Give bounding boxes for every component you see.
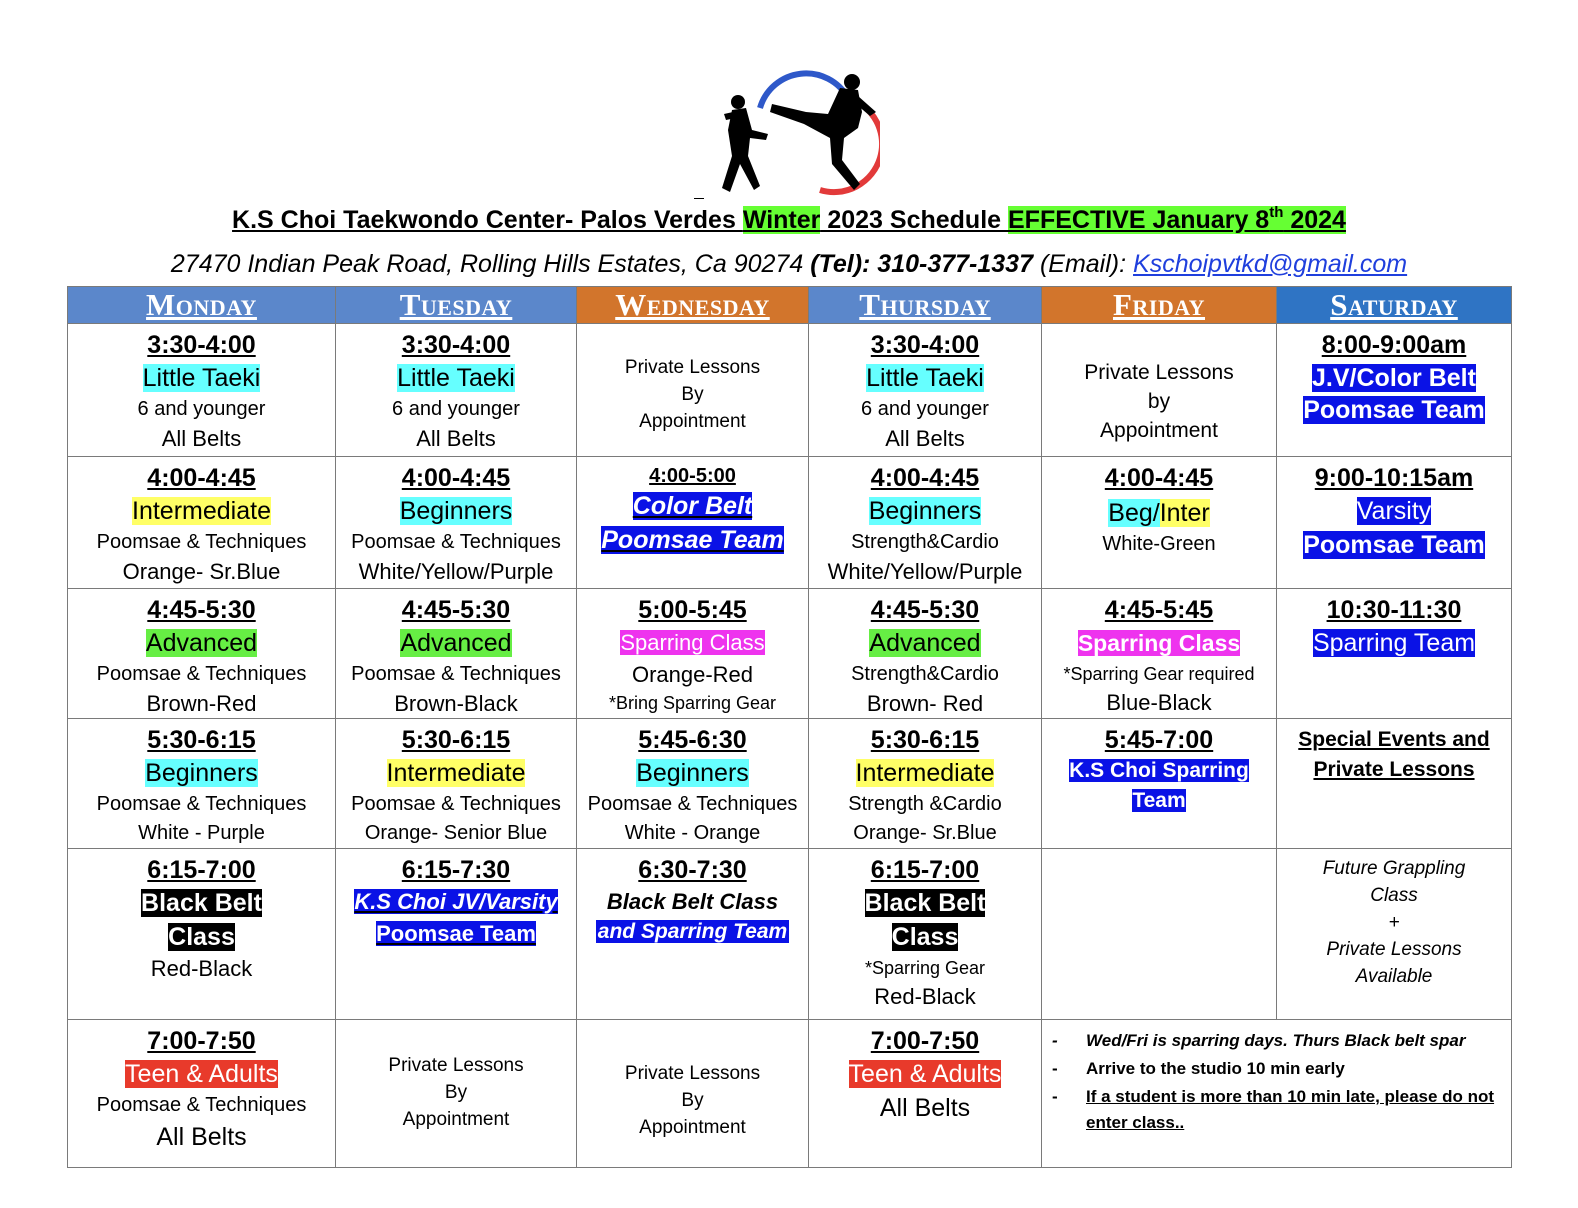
class-cell: [577, 589, 809, 719]
schedule-table: [67, 286, 1512, 1168]
class-level: Beginners: [636, 759, 749, 787]
private-lessons-cell: Private Lessons By Appointment: [577, 324, 809, 457]
belt-range: Orange- Sr.Blue: [853, 822, 997, 844]
notes-cell: [1042, 1020, 1512, 1168]
class-level: Teen & Adults: [125, 1060, 278, 1088]
class-cell: [577, 849, 809, 1020]
class-time: 8:00-9:00am: [1321, 331, 1467, 359]
class-level: Beginners: [868, 497, 982, 525]
list-item: - Wed/Fri is sparring days. Thurs Black belt spar: [1086, 1028, 1499, 1054]
belt-range: Brown- Red: [866, 691, 984, 716]
day-header-saturday: Saturday: [1277, 287, 1512, 324]
class-time: 6:15-7:00: [147, 856, 256, 884]
class-cell: [1277, 324, 1512, 457]
class-level: Beginners: [399, 497, 513, 525]
class-level: Little Taeki: [866, 364, 984, 392]
belt-range: All Belts: [885, 426, 965, 451]
contact-line: 27470 Indian Peak Road, Rolling Hills Estates, Ca 90274 (Tel): 310-377-1337 (Email): Kschoipvtkd@gmail.com: [170, 250, 1408, 278]
class-time: 5:45-6:30: [638, 726, 747, 754]
belt-range: White - Purple: [138, 822, 265, 844]
class-level: Intermediate: [386, 759, 526, 787]
class-time: 4:45-5:45: [1104, 596, 1214, 624]
class-time: 4:45-5:30: [870, 596, 980, 624]
team-label: Poomsae Team: [376, 921, 536, 946]
class-cell: [1277, 457, 1512, 589]
class-level: Class: [891, 923, 959, 951]
belt-range: White/Yellow/Purple: [827, 559, 1023, 584]
class-time: 5:30-6:15: [147, 726, 256, 754]
class-time: 3:30-4:00: [401, 331, 511, 359]
class-level: Advanced: [869, 629, 981, 657]
team-label: and Sparring Team: [597, 920, 788, 943]
class-level: Black Belt: [141, 889, 262, 917]
class-time: 5:30-6:15: [870, 726, 980, 754]
day-header-tuesday: Tuesday: [336, 287, 577, 324]
private-lessons-cell: Private Lessons By Appointment: [577, 1020, 809, 1168]
notes-list: [1046, 1028, 1507, 1136]
class-time: 7:00-7:50: [147, 1027, 256, 1055]
class-cell: [68, 324, 336, 457]
team-label: K.S Choi JV/Varsity: [354, 889, 558, 914]
class-level: Beg/: [1108, 499, 1160, 527]
class-description: 6 and younger: [861, 398, 989, 420]
class-time: 10:30-11:30: [1326, 596, 1462, 624]
belt-range: Brown-Red: [146, 691, 257, 716]
class-description: Strength&Cardio: [851, 663, 999, 685]
belt-range: Blue-Black: [1106, 690, 1212, 715]
table-row: [68, 1020, 1512, 1168]
class-note: *Sparring Gear: [864, 958, 986, 978]
class-description: Poomsae & Techniques: [587, 793, 798, 815]
team-label: K.S Choi Sparring: [1069, 759, 1249, 782]
class-time: 9:00-10:15am: [1314, 464, 1474, 492]
class-cell: [336, 719, 577, 849]
class-time: 3:30-4:00: [147, 331, 256, 359]
class-cell: [1042, 719, 1277, 849]
divider: [694, 198, 704, 199]
team-label: Poomsae Team: [1303, 531, 1485, 559]
class-cell: [577, 457, 809, 589]
empty-cell: [1042, 849, 1277, 1020]
class-level: Sparring Class: [620, 630, 765, 655]
class-description: Poomsae & Techniques: [96, 663, 307, 685]
email-link[interactable]: Kschoipvtkd@gmail.com: [1133, 250, 1408, 278]
class-time: 5:45-7:00: [1104, 726, 1214, 754]
team-label: J.V/Color Belt: [1312, 364, 1476, 392]
team-label: Sparring Team: [1312, 629, 1476, 657]
class-description: Poomsae & Techniques: [351, 663, 561, 685]
team-label: Varsity: [1356, 497, 1432, 525]
class-cell: [68, 457, 336, 589]
class-cell: [336, 849, 577, 1020]
class-cell: [336, 457, 577, 589]
class-level: Advanced: [145, 629, 258, 657]
class-level: Black Belt Class: [606, 889, 779, 914]
class-time: 4:00-4:45: [401, 464, 511, 492]
class-cell: [809, 849, 1042, 1020]
class-cell: [809, 457, 1042, 589]
class-note: *Sparring Gear required: [1063, 664, 1255, 684]
day-header-wednesday: Wednesday: [577, 287, 809, 324]
class-description: Poomsae & Techniques: [96, 793, 307, 815]
class-description: 6 and younger: [137, 398, 266, 420]
table-row: [68, 719, 1512, 849]
class-level: Black Belt: [864, 889, 986, 917]
class-level: Advanced: [400, 629, 512, 657]
class-time: 6:15-7:30: [401, 856, 511, 884]
class-time: 3:30-4:00: [870, 331, 980, 359]
table-row: [68, 324, 1512, 457]
class-level: Teen & Adults: [848, 1060, 1002, 1088]
info-cell: Future Grappling Class + Private Lessons Available: [1277, 849, 1512, 1020]
taekwondo-logo: [720, 68, 880, 198]
belt-range: Red-Black: [874, 984, 976, 1009]
belt-range: Red-Black: [150, 956, 253, 981]
belt-range: All Belts: [416, 426, 496, 451]
class-time: 6:15-7:00: [870, 856, 980, 884]
day-header-row: [68, 287, 1512, 324]
belt-range: All Belts: [156, 1123, 247, 1151]
class-cell: [1042, 457, 1277, 589]
class-level: Inter: [1159, 499, 1210, 527]
table-row: [68, 849, 1512, 1020]
class-cell: [1042, 589, 1277, 719]
list-item: - Arrive to the studio 10 min early: [1086, 1056, 1499, 1082]
table-row: [68, 589, 1512, 719]
belt-range: Orange- Sr.Blue: [122, 559, 281, 584]
class-level: Beginners: [145, 759, 258, 787]
class-time: 7:00-7:50: [870, 1027, 980, 1055]
team-label: Poomsae Team: [601, 526, 784, 554]
class-cell: [336, 589, 577, 719]
belt-range: Orange- Senior Blue: [364, 822, 548, 844]
class-description: Poomsae & Techniques: [351, 793, 561, 815]
class-time: 5:30-6:15: [401, 726, 511, 754]
class-level: Sparring Class: [1077, 630, 1241, 656]
class-level: Class: [168, 923, 235, 951]
belt-range: White - Orange: [624, 822, 761, 844]
class-time: 6:30-7:30: [638, 856, 747, 884]
class-time: 4:00-5:00: [649, 465, 736, 487]
class-cell: [336, 324, 577, 457]
belt-range: White/Yellow/Purple: [358, 559, 554, 584]
class-description: Strength&Cardio: [851, 531, 999, 553]
belt-range: All Belts: [161, 426, 242, 451]
class-time: 4:00-4:45: [870, 464, 980, 492]
class-description: 6 and younger: [392, 398, 520, 420]
class-level: Intermediate: [855, 759, 995, 787]
class-description: Poomsae & Techniques: [96, 531, 307, 553]
belt-range: All Belts: [879, 1094, 971, 1122]
class-level: Intermediate: [132, 497, 271, 525]
class-level: Little Taeki: [397, 364, 515, 392]
team-label: Poomsae Team: [1303, 396, 1485, 424]
class-time: 5:00-5:45: [638, 596, 747, 624]
class-cell: [68, 719, 336, 849]
day-header-friday: Friday: [1042, 287, 1277, 324]
class-cell: [809, 324, 1042, 457]
class-cell: [577, 719, 809, 849]
table-row: [68, 457, 1512, 589]
class-level: Little Taeki: [142, 364, 261, 392]
class-description: Poomsae & Techniques: [351, 531, 561, 553]
belt-range: White-Green: [1102, 533, 1216, 555]
day-header-monday: Monday: [68, 287, 336, 324]
class-note: *Bring Sparring Gear: [608, 693, 777, 713]
class-cell: [809, 719, 1042, 849]
class-time: 4:45-5:30: [401, 596, 511, 624]
day-header-thursday: Thursday: [809, 287, 1042, 324]
belt-range: Orange-Red: [631, 662, 754, 687]
belt-range: Brown-Black: [394, 691, 518, 716]
class-cell: [809, 1020, 1042, 1168]
class-cell: [68, 1020, 336, 1168]
class-time: 4:00-4:45: [1104, 464, 1214, 492]
private-lessons-cell: Private Lessons by Appointment: [1042, 324, 1277, 457]
list-item: - If a student is more than 10 min late, please do not enter class..: [1086, 1084, 1499, 1136]
page-title: K.S Choi Taekwondo Center- Palos Verdes Winter 2023 Schedule EFFECTIVE January 8th 2024: [232, 204, 1346, 234]
class-cell: [68, 849, 336, 1020]
class-cell: [68, 589, 336, 719]
class-description: Strength &Cardio: [848, 793, 1002, 815]
team-label: Color Belt: [632, 492, 753, 520]
class-time: 4:00-4:45: [147, 464, 256, 492]
team-label: Team: [1132, 789, 1186, 812]
info-cell: Special Events and Private Lessons: [1277, 719, 1512, 849]
class-time: 4:45-5:30: [147, 596, 256, 624]
class-cell: [809, 589, 1042, 719]
private-lessons-cell: Private Lessons By Appointment: [336, 1020, 577, 1168]
class-description: Poomsae & Techniques: [96, 1094, 307, 1116]
class-cell: [1277, 589, 1512, 719]
